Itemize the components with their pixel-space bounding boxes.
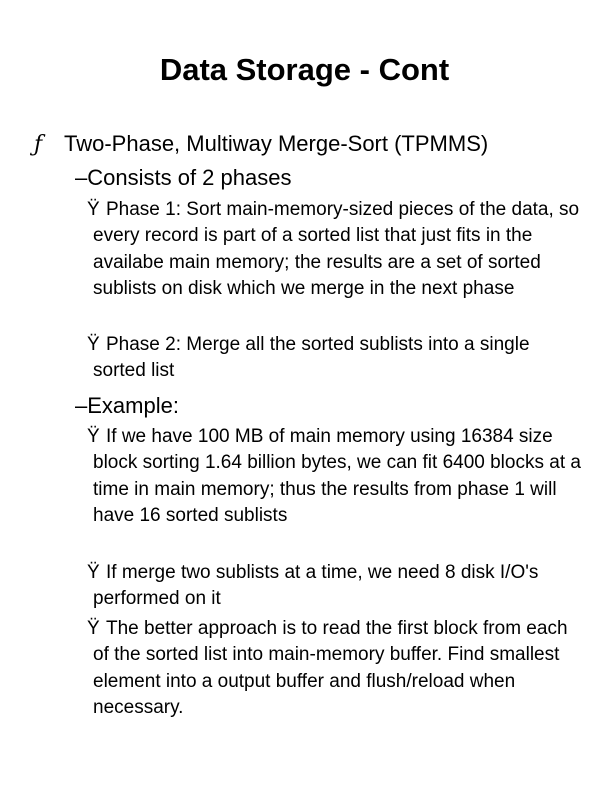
sub-bullet-marker: Ÿ xyxy=(87,562,100,583)
main-bullet-text: Two-Phase, Multiway Merge-Sort (TPMMS) xyxy=(64,131,489,156)
list-item-text: If merge two sublists at a time, we need 8 disk I/O's performed on it xyxy=(93,562,539,610)
list-item-text: The better approach is to read the first block from each of the sorted list into main-memory buffer. Find smallest element into a output buffer and flush/reload when necessary. xyxy=(93,618,568,718)
slide-title: Data Storage - Cont xyxy=(159,52,450,87)
list-item-text: Phase 1: Sort main-memory-sized pieces of the data, so every record is part of a sorted list that just fits in the availabe main memory; the results are a set of sorted sublists on disk which we merge in the next phase xyxy=(93,199,580,299)
section-heading-example: –Example: xyxy=(75,393,179,418)
list-item-example-3 xyxy=(87,616,587,721)
list-item-example-2 xyxy=(87,560,587,613)
sub-bullet-marker: Ÿ xyxy=(87,618,100,639)
list-item-text: If we have 100 MB of main memory using 16384 size block sorting 1.64 billion bytes, we can fit 6400 blocks at a time in main memory; thus the results from phase 1 will have 16 sorted sublists xyxy=(93,426,581,526)
main-bullet xyxy=(34,130,488,159)
list-item-phase-1 xyxy=(87,197,587,302)
sub-bullet-marker: Ÿ xyxy=(87,334,100,355)
list-item-text: Phase 2: Merge all the sorted sublists into a single sorted list xyxy=(93,334,530,382)
main-bullet-marker: ƒ xyxy=(34,132,43,157)
sub-bullet-marker: Ÿ xyxy=(87,426,100,447)
list-item-phase-2 xyxy=(87,332,587,385)
list-item-example-1 xyxy=(87,424,587,529)
section-heading-phases: –Consists of 2 phases xyxy=(75,165,292,190)
sub-bullet-marker: Ÿ xyxy=(87,199,100,220)
